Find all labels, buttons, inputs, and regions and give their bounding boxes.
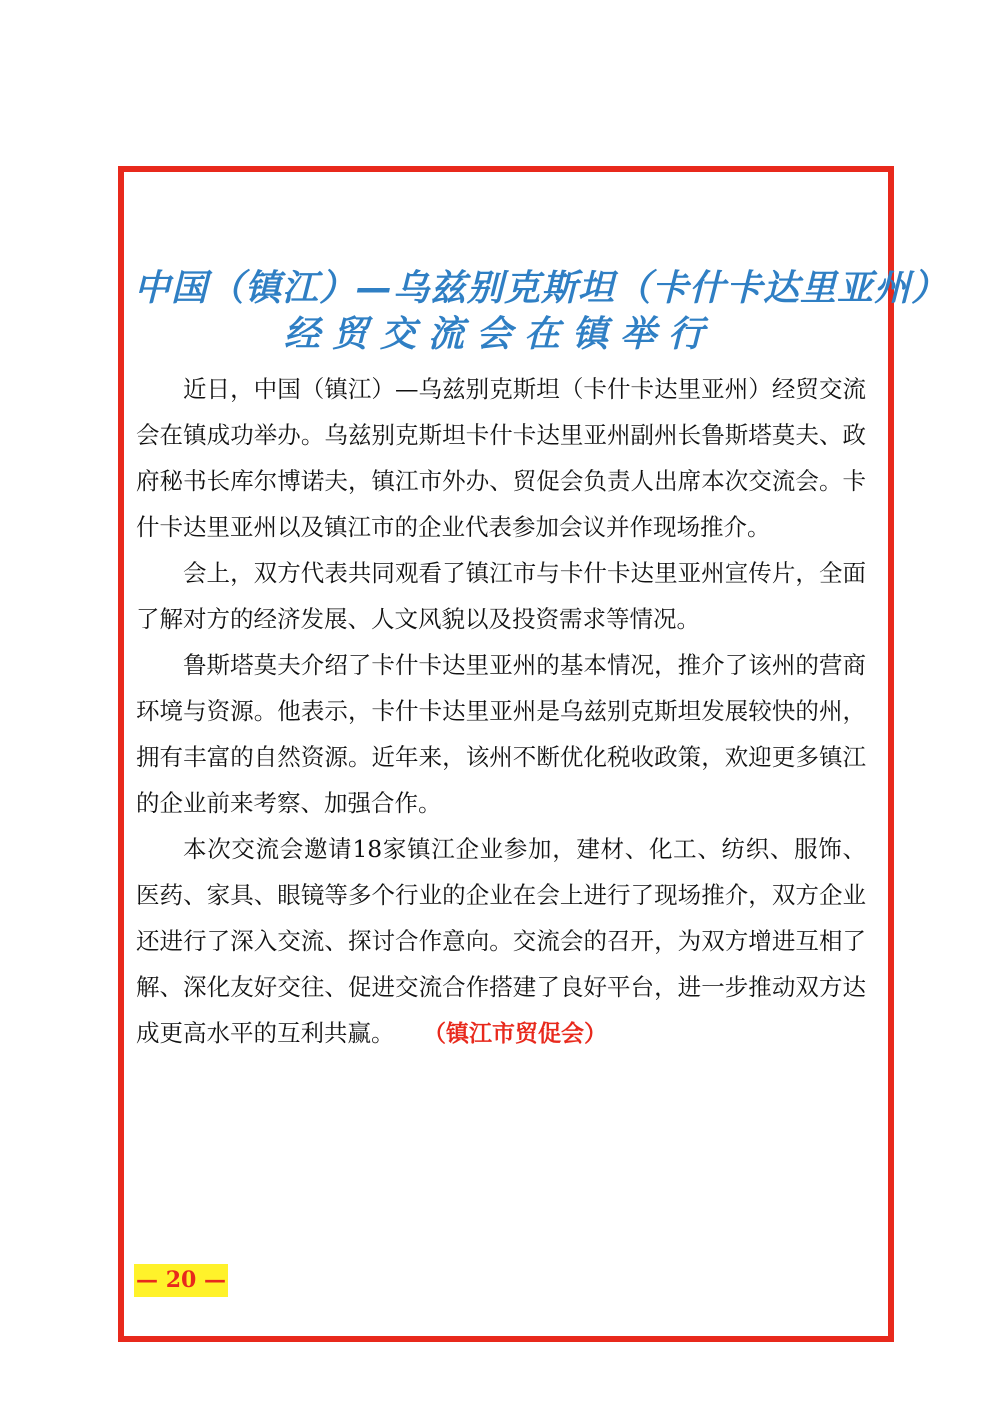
paragraph-4 — [136, 826, 866, 1057]
article-body — [136, 366, 866, 1057]
title-line-2: 经贸交流会在镇举行 — [283, 314, 716, 355]
paragraph-2: 会上，双方代表共同观看了镇江市与卡什卡达里亚州宣传片，全面了解对方的经济发展、人文风貌以及投资需求等情况。 — [136, 559, 866, 633]
article-source: （镇江市贸促会） — [434, 1021, 607, 1047]
article-title — [134, 266, 949, 358]
paragraph-4-text: 本次交流会邀请18家镇江企业参加，建材、化工、纺织、服饰、医药、家具、眼镜等多个行业的企业在会上进行了现场推介，双方企业还进行了深入交流、探讨合作意向。交流会的召开，为双方增进互相了解、深化友好交往、促进交流合作搭建了良好平台，进一步推动双方达成更高水平的互利共赢。 — [136, 835, 866, 1047]
paragraph-3: 鲁斯塔莫夫介绍了卡什卡达里亚州的基本情况，推介了该州的营商环境与资源。他表示，卡什卡达里亚州是乌兹别克斯坦发展较快的州，拥有丰富的自然资源。近年来，该州不断优化税收政策，欢迎更多镇江的企业前来考察、加强合作。 — [136, 651, 866, 817]
paragraph-1: 近日，中国（镇江）—乌兹别克斯坦（卡什卡达里亚州）经贸交流会在镇成功举办。乌兹别克斯坦卡什卡达里亚州副州长鲁斯塔莫夫、政府秘书长库尔博诺夫，镇江市外办、贸促会负责人出席本次交流会。卡什卡达里亚州以及镇江市的企业代表参加会议并作现场推介。 — [136, 375, 866, 541]
title-line-1: 中国（镇江）—乌兹别克斯坦（卡什卡达里亚州） — [134, 268, 949, 309]
page-number: — 20 — — [134, 1264, 228, 1297]
